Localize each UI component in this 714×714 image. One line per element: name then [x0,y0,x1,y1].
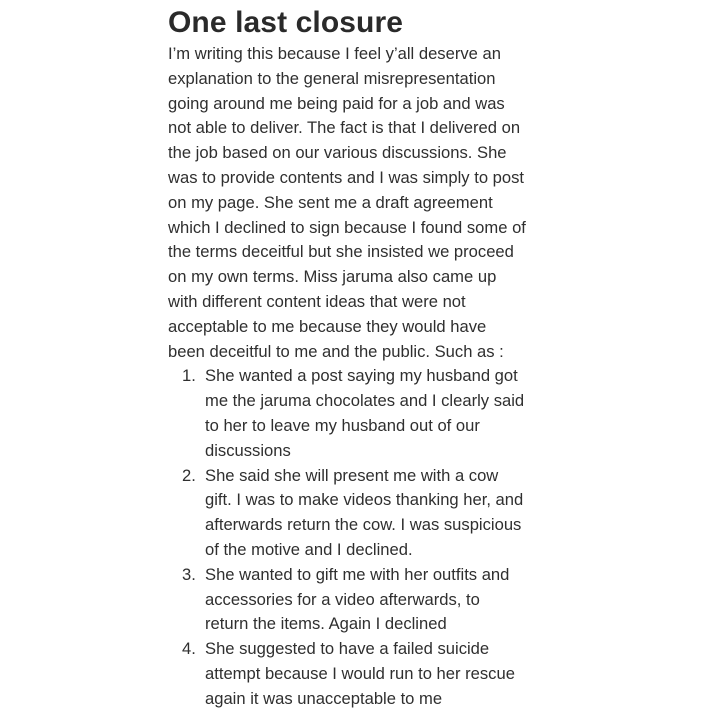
list-item-number: 4. [182,639,196,659]
list-item [168,464,558,563]
note-content [168,4,558,712]
list-item-number: 3. [182,564,196,584]
list-item [168,637,558,711]
list-item-number: 1. [182,366,196,386]
note-title: One last closure [168,6,404,39]
note-intro-paragraph: I’m writing this because I feel y’all deserve an explanation to the general misrepresentation going around me being paid for a job and was not able to deliver. The fact is that I delivered on the job based on our various discussions. She was to provide contents and I was simply to post on my page. She sent me a draft agreement which I declined to sign because I found some of the terms deceitful but she insisted we proceed on my own terms. Miss jaruma also came up with different content ideas that were not acceptable to me because they would have been deceitful to me and the public. Such as : [168,44,526,361]
numbered-list [168,364,558,711]
list-item [168,563,558,637]
list-item-text: She suggested to have a failed suicide attempt because I would run to her rescue again it was unacceptable to me [205,639,515,708]
list-item-number: 2. [182,465,196,485]
list-item-text: She wanted to gift me with her outfits and accessories for a video afterwards, to return the items. Again I declined [205,564,510,634]
list-item [168,364,558,463]
list-item-text: She said she will present me with a cow gift. I was to make videos thanking her, and afterwards return the cow. I was suspicious of the motive and I declined. [205,465,524,559]
list-item-text: She wanted a post saying my husband got me the jaruma chocolates and I clearly said to her to leave my husband out of our discussions [205,366,525,460]
